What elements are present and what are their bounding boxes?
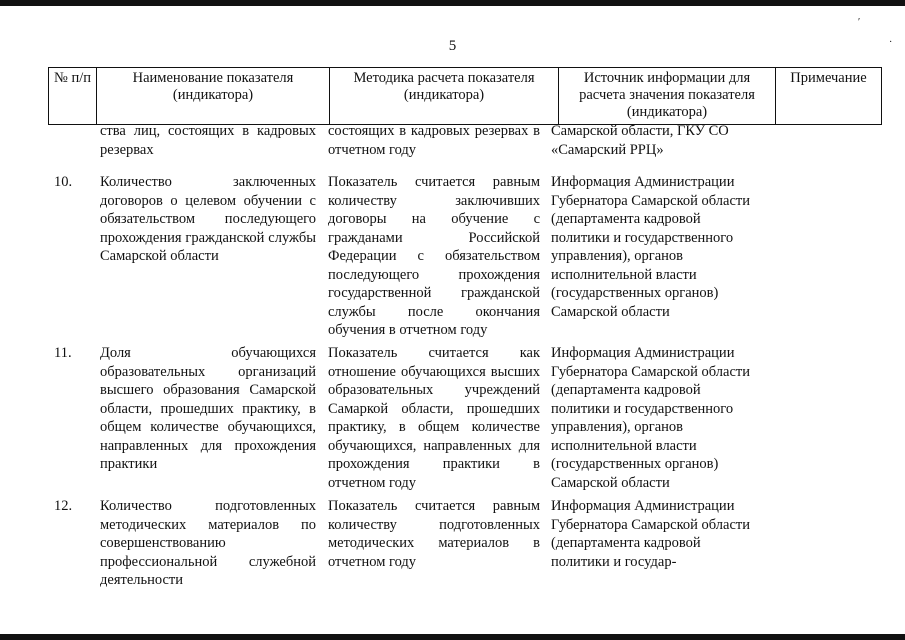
row-number: 10. — [54, 174, 73, 190]
information-source: Информация Администрации Губернатора Самарской области (департамента кадровой политики и государственного управления), органов исполнительной власти (государственных органов) Самарской области — [551, 174, 751, 320]
page-number: 5 — [448, 38, 457, 54]
row-number: 12. — [54, 498, 73, 514]
row-number: 11. — [54, 345, 72, 361]
calculation-method: Показатель считается равным количеству заключивших договоры на обучение с гражданами Российской Федерации с обязательством последующего прохождения государственной гражданской службы после окончания обучения в отчетном году — [328, 174, 540, 338]
indicator-name: ства лиц, состоящих в кадровых резервах — [100, 123, 316, 158]
header-cell-note: Примечание — [776, 68, 882, 125]
header-cell-method: Методика расчета показателя (индикатора) — [330, 68, 559, 125]
calculation-method: Показатель считается равным количеству подготовленных методических материалов в отчетном году — [328, 498, 540, 570]
calculation-method: Показатель считается как отношение обучающихся высших образовательных учреждений Самаркой области, прошедших практику, в общем количестве обучающихся, направленных для прохождения практики в отчетном году — [328, 345, 540, 491]
calculation-method: состоящих в кадровых резервах в отчетном году — [328, 123, 540, 158]
indicator-name: Количество заключенных договоров о целевом обучении с обязательством последующего прохождения гражданской службы Самарской области — [100, 174, 316, 264]
indicator-name: Количество подготовленных методических материалов по совершенствованию профессиональной служебной деятельности — [100, 498, 316, 588]
table-header — [48, 67, 882, 125]
scan-speck: · — [889, 37, 893, 48]
information-source: Информация Администрации Губернатора Самарской области (департамента кадровой политики и государ- — [551, 498, 751, 570]
information-source: Информация Администрации Губернатора Самарской области (департамента кадровой политики и государственного управления), органов исполнительной власти (государственных органов) Самарской области — [551, 345, 751, 491]
indicator-name: Доля обучающихся образовательных организаций высшего образования Самарской области, прошедших практику, в общем количестве обучающихся, направленных для прохождения практики — [100, 345, 316, 472]
scan-speck: ′ — [858, 17, 861, 28]
scan-edge-top — [0, 0, 905, 6]
header-cell-source: Источник информации для расчета значения показателя (индикатора) — [559, 68, 776, 125]
scan-edge-bottom — [0, 634, 905, 640]
header-cell-name: Наименование показателя (индикатора) — [97, 68, 330, 125]
header-cell-number: № п/п — [49, 68, 97, 125]
information-source: Самарской области, ГКУ СО «Самарский РРЦ» — [551, 123, 729, 158]
